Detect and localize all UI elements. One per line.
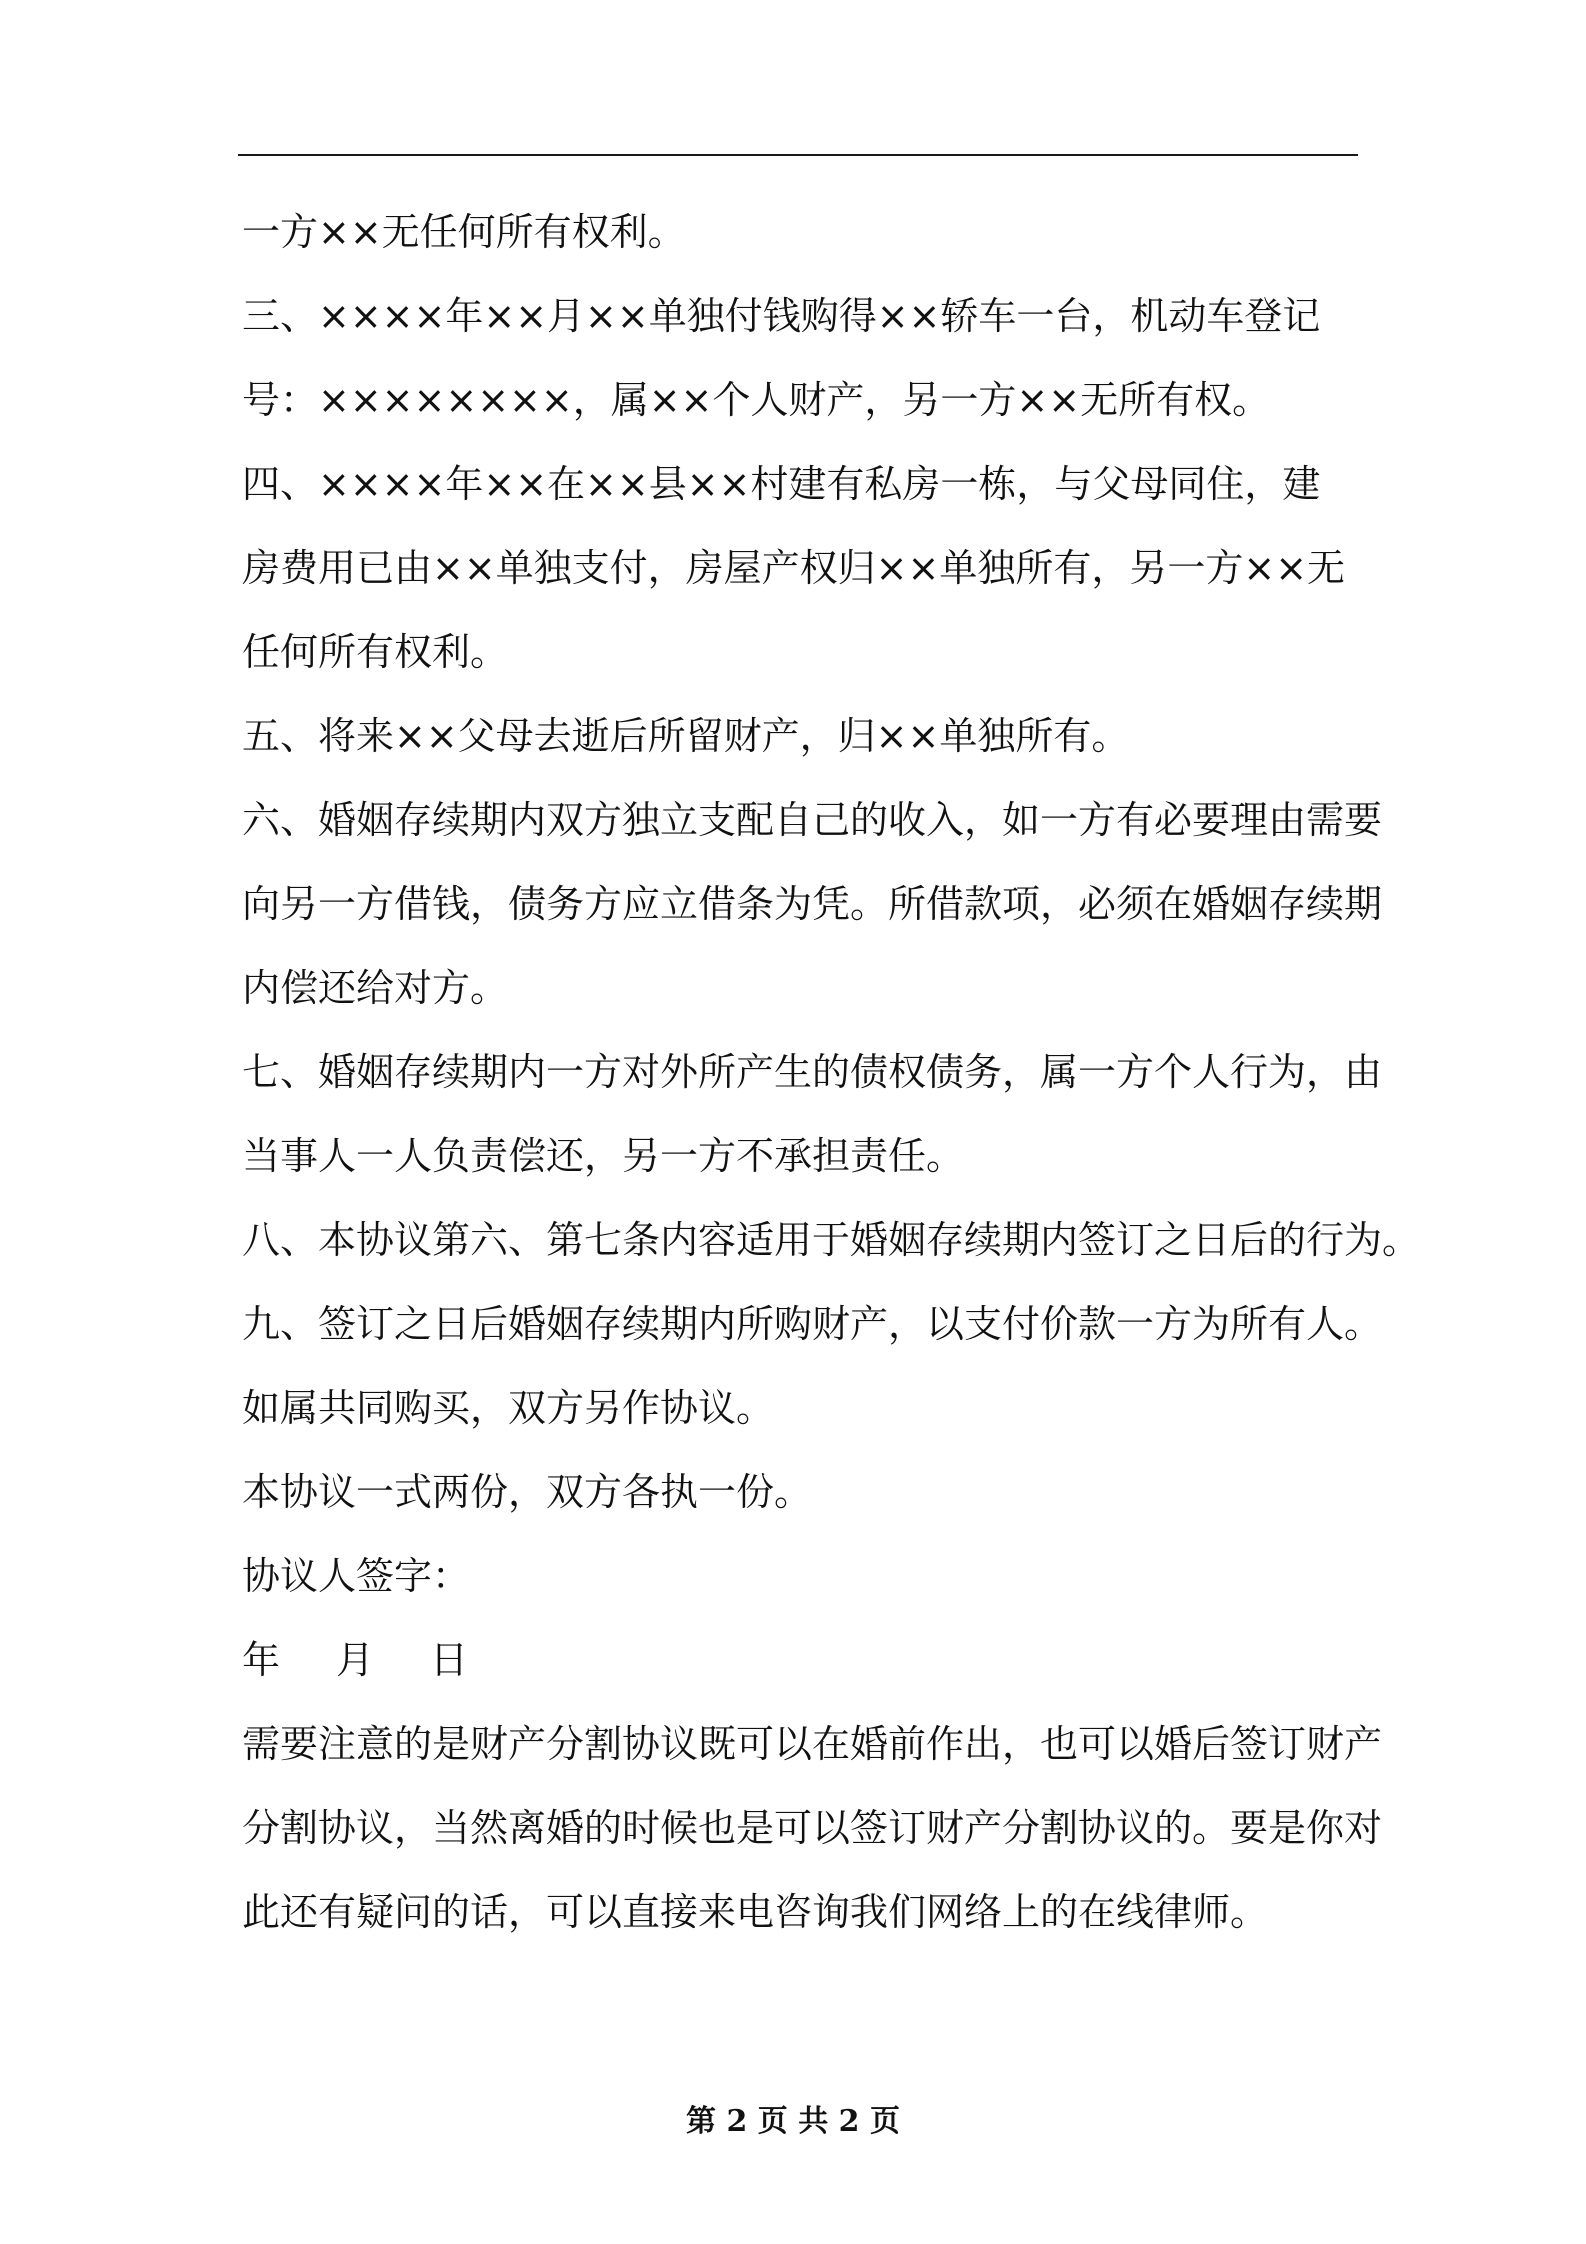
- text-line: 三、××××年××月××单独付钱购得××轿车一台，机动车登记: [242, 294, 1321, 338]
- page-number: 第 2 页 共 2 页: [686, 2104, 900, 2139]
- text-line: 当事人一人负责偿还，另一方不承担责任。: [242, 1134, 965, 1178]
- date-year: 年: [242, 1638, 281, 1682]
- text-line: 如属共同购买，双方另作协议。: [242, 1386, 775, 1430]
- closing-line: 需要注意的是财产分割协议既可以在婚前作出，也可以婚后签订财产: [242, 1722, 1383, 1766]
- signature-label: 协议人签字：: [242, 1554, 471, 1598]
- text-line: 七、婚姻存续期内一方对外所产生的债权债务，属一方个人行为，由: [242, 1050, 1383, 1094]
- text-line: 九、签订之日后婚姻存续期内所购财产，以支付价款一方为所有人。: [242, 1302, 1383, 1346]
- closing-line: 此还有疑问的话，可以直接来电咨询我们网络上的在线律师。: [242, 1890, 1269, 1934]
- text-line: 内偿还给对方。: [242, 966, 509, 1010]
- text-line: 号：××××××××，属××个人财产，另一方××无所有权。: [242, 378, 1271, 422]
- date-day: 日: [430, 1638, 469, 1682]
- document-body: [242, 190, 1421, 1954]
- text-line: 五、将来××父母去逝后所留财产，归××单独所有。: [242, 714, 1130, 758]
- date-month: 月: [336, 1638, 375, 1682]
- text-line: 八、本协议第六、第七条内容适用于婚姻存续期内签订之日后的行为。: [242, 1218, 1421, 1262]
- text-line: 向另一方借钱，债务方应立借条为凭。所借款项，必须在婚姻存续期: [242, 882, 1383, 926]
- date-line: [242, 1618, 1362, 1702]
- text-line: 本协议一式两份，双方各执一份。: [242, 1470, 813, 1514]
- closing-line: 分割协议，当然离婚的时候也是可以签订财产分割协议的。要是你对: [242, 1806, 1383, 1850]
- text-line: 房费用已由××单独支付，房屋产权归××单独所有，另一方××无: [242, 546, 1346, 590]
- header-rule: [238, 154, 1358, 156]
- text-line: 四、××××年××在××县××村建有私房一栋，与父母同住，建: [242, 462, 1321, 506]
- text-line: 任何所有权利。: [242, 630, 509, 674]
- text-line: 一方××无任何所有权利。: [242, 210, 686, 254]
- text-line: 六、婚姻存续期内双方独立支配自己的收入，如一方有必要理由需要: [242, 798, 1383, 842]
